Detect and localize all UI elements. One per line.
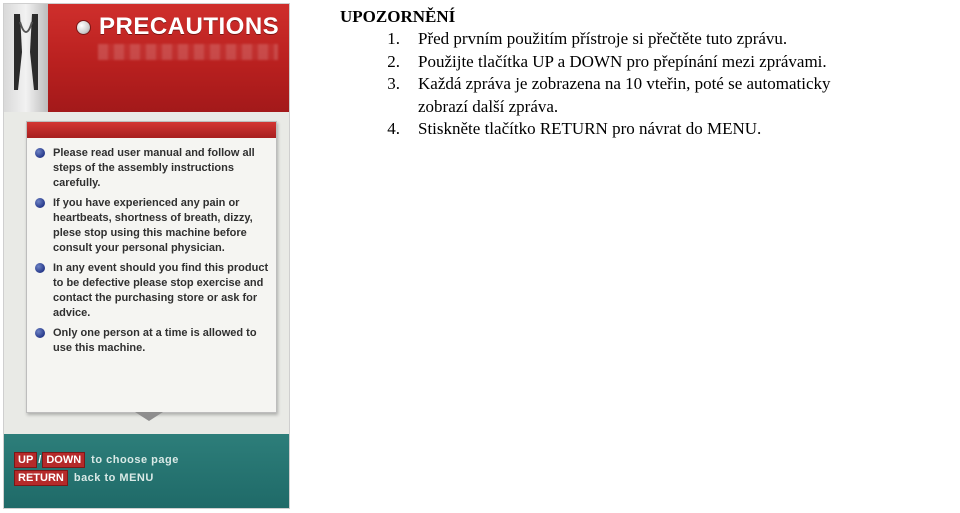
step-line: Použijte tlačítka UP a DOWN pro přepínání mezi zprávami.: [418, 51, 827, 71]
step-text: [418, 28, 955, 51]
notice-list: [27, 138, 276, 356]
bullet-icon: [35, 263, 45, 273]
step-list: [340, 28, 955, 141]
scroll-down-arrow-icon: [135, 412, 163, 421]
notice-text: Only one person at a time is allowed to use this machine.: [53, 327, 257, 354]
up-key[interactable]: UP: [14, 452, 37, 468]
return-key[interactable]: RETURN: [14, 470, 68, 486]
step-number: 2.: [387, 51, 400, 71]
bullet-icon: [35, 198, 45, 208]
screen-header: [4, 4, 289, 112]
updown-hint-row: [14, 452, 179, 468]
notice-item: [31, 261, 270, 321]
notice-panel: [26, 121, 277, 413]
notice-panel-header-bar: [27, 122, 276, 138]
return-hint-row: [14, 470, 154, 486]
notice-text: In any event should you find this product to be defective please stop exercise and contact the purchasing store or ask for advice.: [53, 262, 269, 319]
bullet-icon: [35, 148, 45, 158]
step-item: [340, 118, 955, 141]
title-bullet-icon: [76, 20, 91, 35]
bullet-icon: [35, 328, 45, 338]
step-text: [418, 51, 955, 74]
step-item: [340, 51, 955, 74]
notice-item: [31, 326, 270, 356]
step-number: 3.: [387, 74, 400, 93]
step-item: [340, 28, 955, 51]
step-line: Každá zpráva je zobrazena na 10 vteřin, poté se automaticky: [418, 74, 831, 93]
notice-item: [31, 146, 270, 191]
title-reflection: [98, 44, 278, 60]
notice-text: If you have experienced any pain or heartbeats, shortness of breath, dizzy, plese stop using this machine before consult your personal physician.: [53, 197, 253, 254]
return-hint-text: back to MENU: [73, 472, 154, 484]
step-text: [418, 73, 955, 118]
step-number: 4.: [387, 119, 400, 138]
step-text: [418, 118, 955, 141]
machine-emblem-icon: [8, 12, 44, 92]
step-item: [340, 73, 955, 118]
down-key[interactable]: DOWN: [42, 452, 85, 468]
document-heading: UPOZORNĚNÍ: [340, 7, 456, 26]
instruction-text: [340, 6, 955, 141]
updown-hint-text: to choose page: [91, 454, 179, 466]
step-line: Před prvním použitím přístroje si přečtěte tuto zprávu.: [418, 29, 788, 48]
key-separator: /: [38, 454, 42, 466]
step-line-continuation: zobrazí další zpráva.: [418, 96, 559, 116]
precautions-screen: [4, 4, 289, 508]
notice-item: [31, 196, 270, 256]
screen-title-row: [76, 12, 279, 42]
control-footer: [4, 434, 289, 508]
step-line: Stiskněte tlačítko RETURN pro návrat do MENU.: [418, 119, 762, 138]
step-number: 1.: [387, 29, 400, 48]
notice-text: Please read user manual and follow all steps of the assembly instructions carefully.: [53, 147, 255, 189]
screen-title: PRECAUTIONS: [99, 13, 280, 40]
